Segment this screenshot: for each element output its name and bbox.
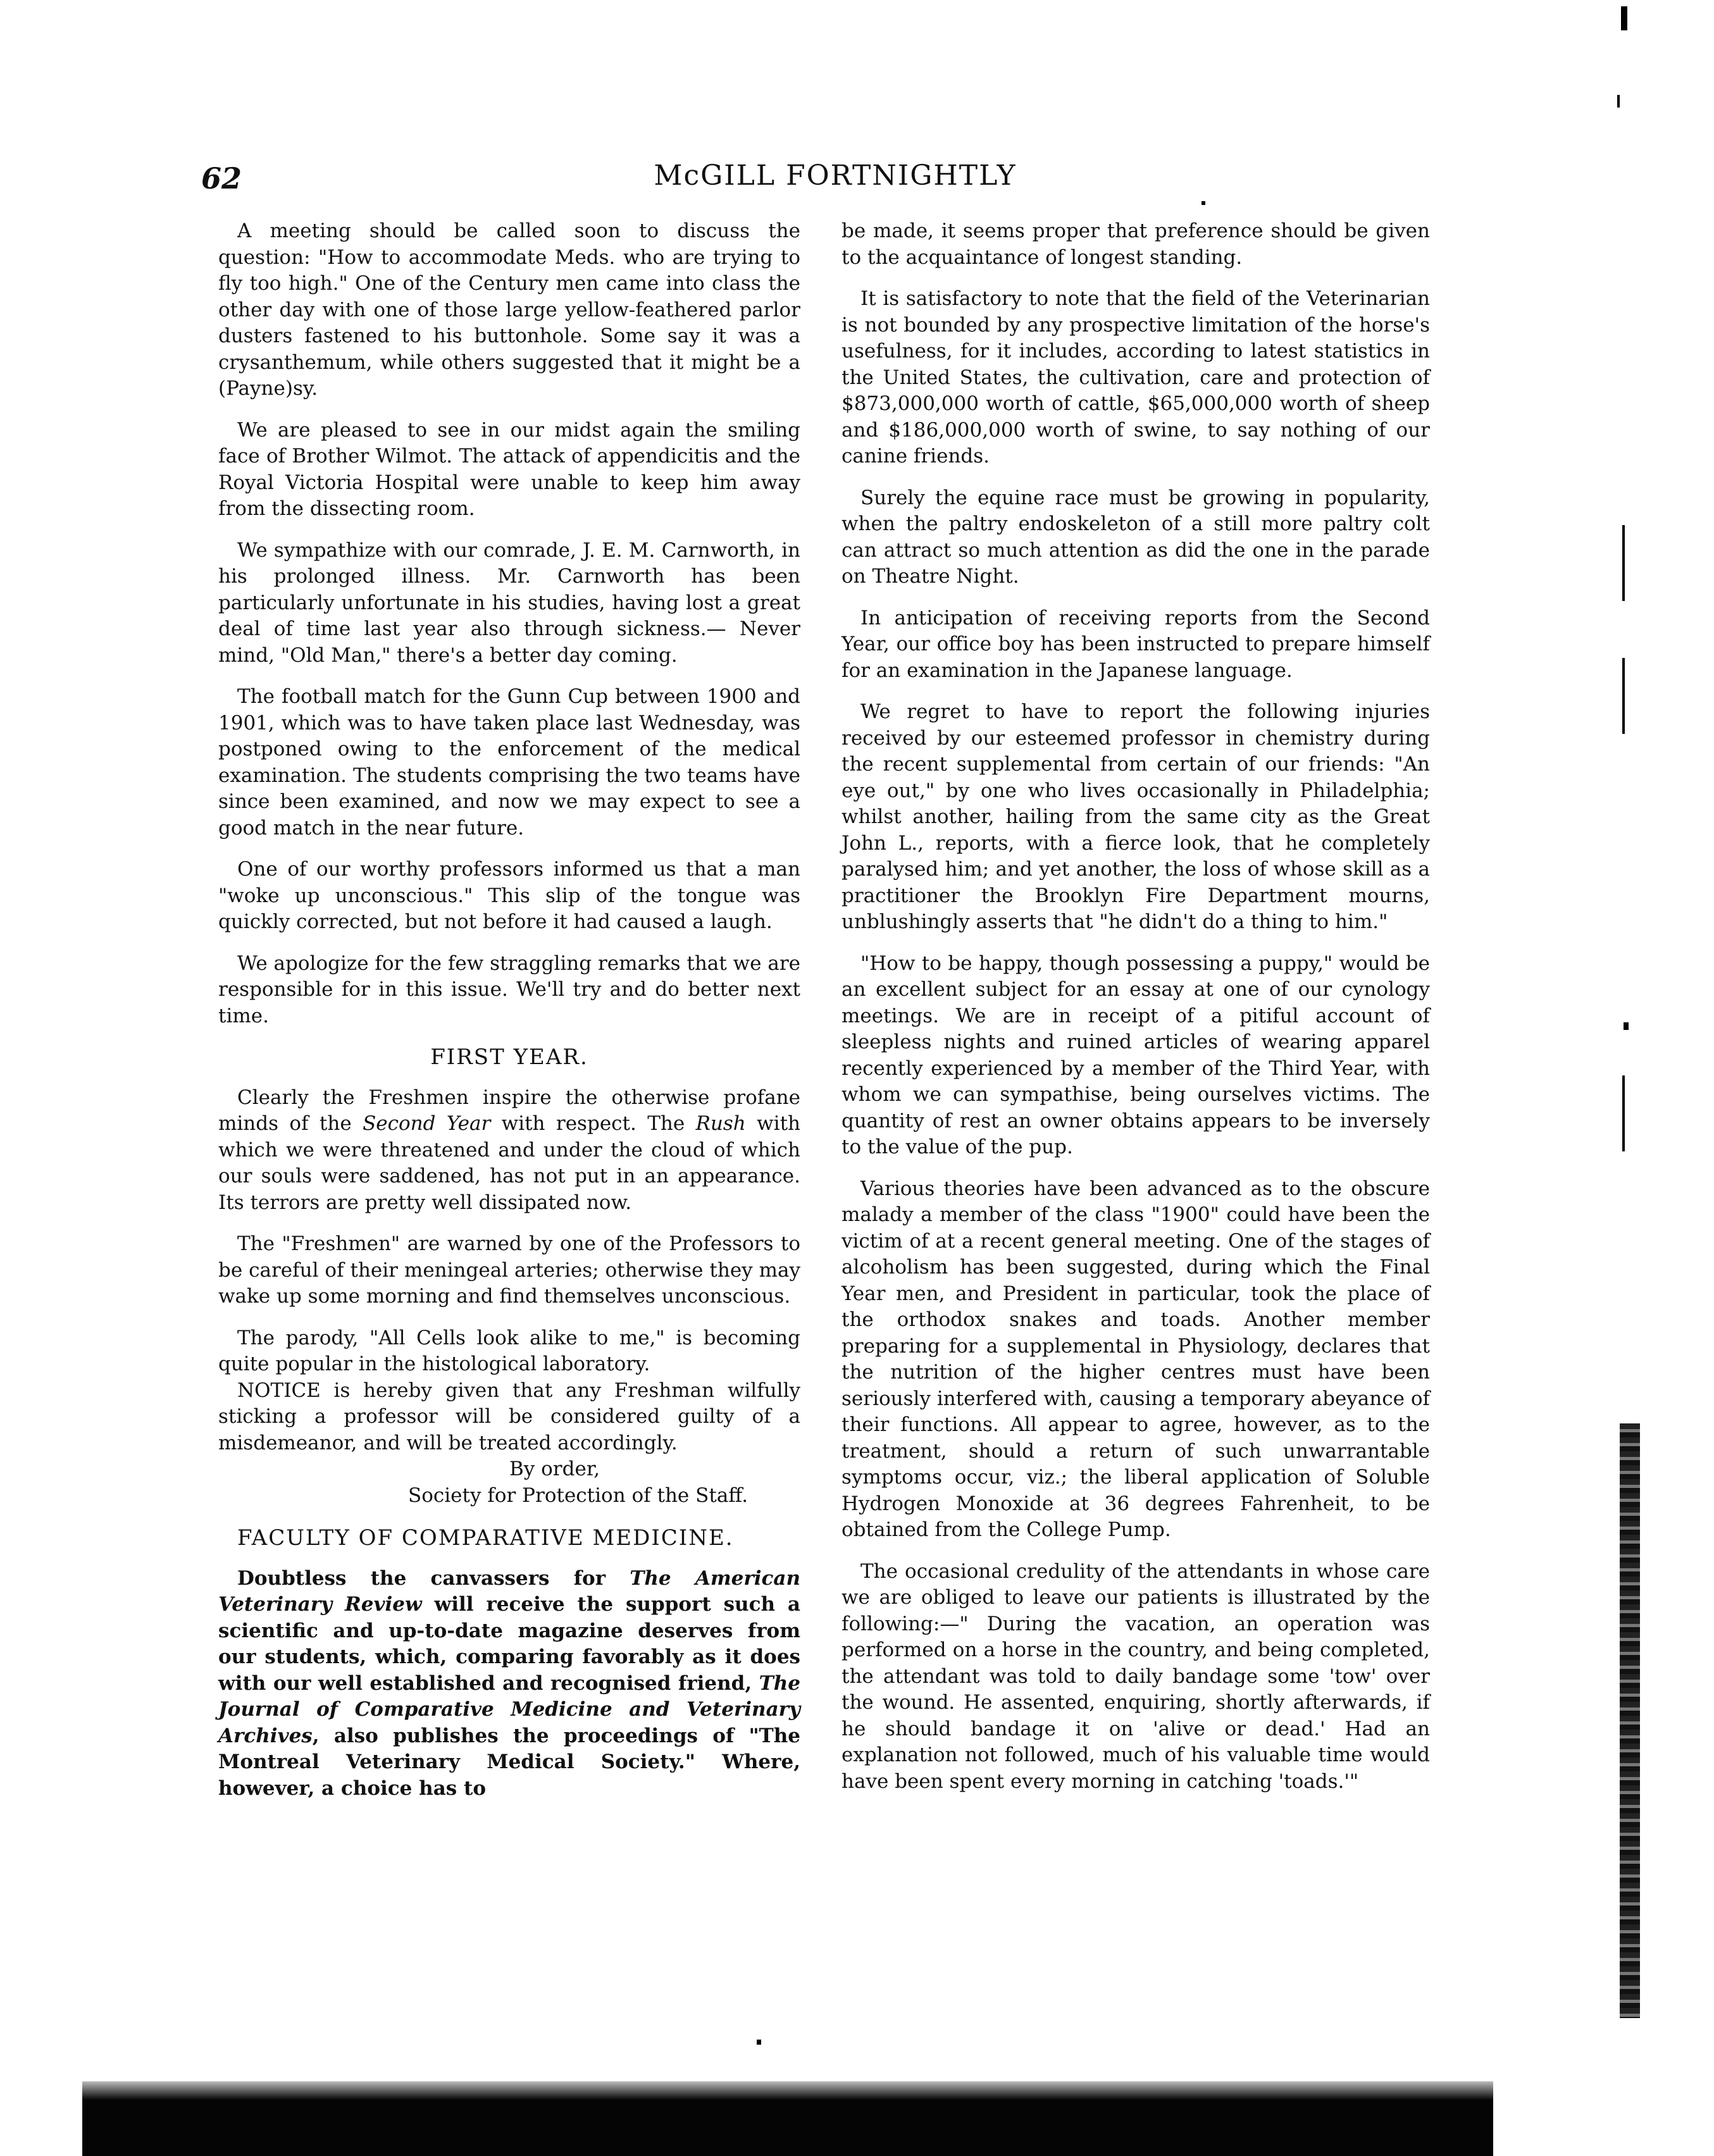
paragraph-canvassers (218, 1566, 800, 1802)
margin-rule-2 (1622, 658, 1625, 734)
text-run: Doubtless the canvassers for (237, 1566, 630, 1590)
heading-faculty-comparative-medicine: FACULTY OF COMPARATIVE MEDICINE. (237, 1525, 734, 1551)
center-dot-top (1202, 201, 1205, 205)
text-run: with which we were threatened and under the cloud of which our souls were saddened, has not put in an appearance. Its terrors are pretty well dissipated now. (218, 1112, 801, 1214)
paragraph-notice: NOTICE is hereby given that any Freshman wilfully sticking a professor will be considered guilty of a misdemeanor, and will be treated accordingly. (218, 1378, 800, 1454)
heading-first-year: FIRST YEAR. (430, 1044, 588, 1070)
running-title: McGILL FORTNIGHTLY (654, 159, 1017, 192)
paragraph-football: The football match for the Gunn Cup between 1900 and 1901, which was to have taken place last Wednesday, was postponed owing to the enforcement of the medical examination. The students comprising the two teams have since been examined, and now we may expect to see a good match in the near future. (218, 685, 800, 839)
scan-mark-small (1617, 95, 1620, 108)
paragraph-malady: Various theories have been advanced as to the obscure malady a member of the class "1900" could have been the victim of at a recent general meeting. One of the stages of alcoholism has been suggested, during which the Final Year men, and President in particular, took the place of the orthodox snakes and toads. Another member preparing for a supplemental in Physiology, declares that the nutrition of the higher centres must have been seriously interfered with, causing a temporary abeyance of their functions. All appear to agree, however, as to the treatment, should a return of such unwarrantable symptoms occur, viz.; the liberal application of Soluble Hydrogen Monoxide at 36 degrees Fahrenheit, to be obtained from the College Pump. (841, 1177, 1430, 1541)
signature-by-order: By order, (509, 1458, 600, 1480)
paragraph-freshmen (218, 1085, 800, 1217)
italic-journal-comparative-medicine: The Journal of Comparative Medicine and Veterinary Archives (218, 1671, 800, 1747)
italic-second-year: Second Year (363, 1112, 491, 1135)
right-column (841, 218, 1430, 1810)
scan-bottom-bar (82, 2081, 1493, 2156)
paragraph-puppy: "How to be happy, though possessing a puppy," would be an excellent subject for an essay at one of our cynology meetings. We are in receipt of a pitiful account of sleepless nights and ruined articles of wearing apparel recently experienced by a member of the Third Year, with whom we can sympathise, being ourselves victims. The quantity of rest an owner obtains appears to be inversely to the value of the pup. (841, 951, 1430, 1158)
paragraph-apology: We apologize for the few straggling remarks that we are responsible for in this issue. We'll try and do better next time. (218, 951, 800, 1027)
margin-rule-3 (1622, 1075, 1625, 1151)
left-column (218, 218, 800, 1817)
paragraph-credulity: The occasional credulity of the attendants in whose care we are obliged to leave our patients is illustrated by the following:—" During the vacation, an operation was performed on a horse in the country, and being completed, the attendant was told to daily bandage some 'tow' over the wound. He assented, enquiring, shortly afterwards, if he should bandage it on 'alive or dead.' Had an explanation not followed, much of his valuable time would have been spent every morning in catching 'toads.'" (841, 1559, 1430, 1793)
paragraph-injuries: We regret to have to report the following injuries received by our esteemed professor in chemistry during the recent supplemental from certain of our friends: "An eye out," by one who lives occasionally in Philadelphia; whilst another, hailing from the same city as the Great John L., reports, with a fierce look, that he completely paralysed him; and yet another, the loss of whose skill as a practitioner the Brooklyn Fire Department mourns, unblushingly asserts that "he didn't do a thing to him." (841, 700, 1430, 933)
binding-edge (1620, 1423, 1640, 2018)
paragraph-carnworth: We sympathize with our comrade, J. E. M. Carnworth, in his prolonged illness. Mr. Carnworth has been particularly unfortunate in his studies, having lost a great deal of time last year also through sickness.— Never mind, "Old Man," there's a better day coming. (218, 538, 800, 667)
paragraph-meningeal: The "Freshmen" are warned by one of the Professors to be careful of their meningeal arteries; otherwise they may wake up some morning and find themselves unconscious. (218, 1232, 800, 1308)
italic-american-veterinary-review: The American Veterinary Review (218, 1566, 801, 1616)
text-run: , also publishes the proceedings of "The Montreal Veterinary Medical Society." Where, however, a choice has to (218, 1724, 800, 1800)
paragraph-preference: be made, it seems proper that preference should be given to the acquaintance of longest standing. (841, 220, 1430, 269)
signature-society: Society for Protection of the Staff. (408, 1484, 748, 1507)
paragraph-second-year: In anticipation of receiving reports from the Second Year, our office boy has been instructed to prepare himself for an examination in the Japanese language. (841, 606, 1430, 682)
text-run: will receive the support such a scientific and up-to-date magazine deserves from our students, which, comparing favorably as it does with our well established and recognised friend, (218, 1593, 800, 1695)
margin-rule-1 (1622, 525, 1625, 601)
paragraph-equine: Surely the equine race must be growing in popularity, when the paltry endoskeleton of a still more paltry colt can attract so much attention as did the one in the parade on Theatre Night. (841, 486, 1430, 588)
scan-mark-top-right (1621, 6, 1627, 30)
paragraph-wilmot: We are pleased to see in our midst again the smiling face of Brother Wilmot. The attack of appendicitis and the Royal Victoria Hospital were unable to keep him away from the dissecting room. (218, 418, 800, 520)
italic-rush: Rush (695, 1112, 746, 1135)
page-number: 62 (201, 161, 242, 195)
paragraph-veterinarian-field: It is satisfactory to note that the field of the Veterinarian is not bounded by any prospective limitation of the horse's usefulness, for it includes, according to latest statistics in the United States, the cultivation, care and protection of $873,000,000 worth of cattle, $65,000,000 worth of sheep and $186,000,000 worth of swine, to say nothing of our canine friends. (841, 287, 1430, 468)
paragraph-parody: The parody, "All Cells look alike to me," is becoming quite popular in the histological laboratory. (218, 1326, 800, 1375)
margin-dot (1624, 1022, 1629, 1030)
paragraph-meeting: A meeting should be called soon to discuss the question: "How to accommodate Meds. who are trying to fly too high." One of the Century men came into class the other day with one of those large yellow-feathered parlor dusters fastened to his buttonhole. Some say it was a crysanthemum, while others suggested that it might be a (Payne)sy. (218, 220, 800, 400)
text-run: with respect. The (490, 1112, 696, 1135)
paragraph-professor: One of our worthy professors informed us that a man "woke up unconscious." This slip of the tongue was quickly corrected, but not before it had caused a laugh. (218, 858, 800, 933)
center-dot-bottom (757, 2040, 761, 2045)
text-run: Clearly the Freshmen inspire the otherwise profane minds of the (218, 1086, 800, 1135)
